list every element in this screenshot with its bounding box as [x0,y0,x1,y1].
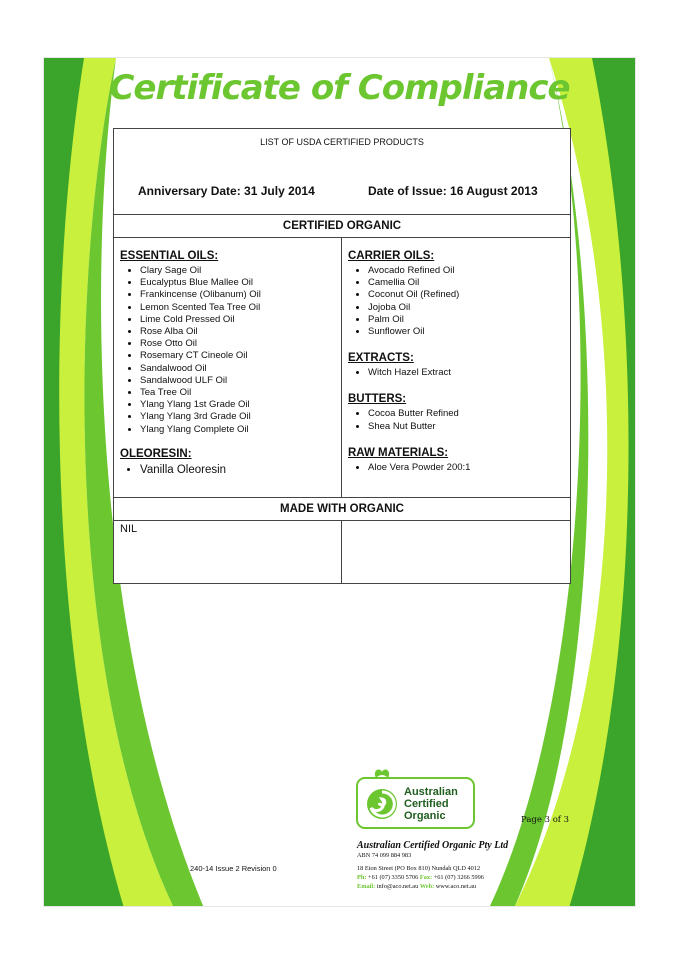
email-value: info@aco.net.au [376,883,419,890]
list-item: • Camellia Oil [368,277,564,289]
phone-value: +61 (07) 3350 5706 [368,874,419,881]
list-item: • Sandalwood ULF Oil [140,375,335,387]
certificate-page [43,57,636,907]
certified-organic-row [114,238,570,497]
company-phone-line [357,873,508,882]
list-item: • Sandalwood Oil [140,363,335,375]
document-reference: 240-14 Issue 2 Revision 0 [190,864,277,873]
list-item: • Ylang Ylang 3rd Grade Oil [140,411,335,423]
anniversary-date: Anniversary Date: 31 July 2014 [138,184,315,198]
list-title: LIST OF USDA CERTIFIED PRODUCTS [260,137,424,147]
phone-label: Ph: [357,874,367,881]
company-abn: ABN 74 099 884 983 [357,852,412,859]
list-item: • Tea Tree Oil [140,387,335,399]
made-with-organic-row [114,521,570,583]
category-heading: ESSENTIAL OILS: [120,250,219,262]
category-heading: BUTTERS: [348,393,407,406]
list-item: • Rosemary CT Cineole Oil [140,350,335,362]
list-item: • Coconut Oil (Refined) [368,289,564,301]
aco-logo [354,768,479,832]
essential-oils-list [120,265,335,436]
list-item: • Lime Cold Pressed Oil [140,314,335,326]
raw-materials-list [348,462,564,474]
extracts-list [348,367,564,379]
web-label: Web: [419,883,435,890]
list-item: • Ylang Ylang Complete Oil [140,424,335,436]
products-table [113,128,571,584]
list-item: • Eucalyptus Blue Mallee Oil [140,277,335,289]
list-item: • Vanilla Oleoresin [140,463,335,477]
list-item: • Clary Sage Oil [140,265,335,277]
company-name: Australian Certified Organic Pty Ltd [357,840,509,851]
category-heading: EXTRACTS: [348,352,414,365]
made-with-organic-heading: MADE WITH ORGANIC [114,497,570,521]
email-label: Email: [357,883,376,890]
fax-value: +61 (07) 3266 5996 [433,874,484,881]
fax-label: Fax: [419,874,433,881]
logo-text-line: Certified [404,798,449,810]
issue-date: Date of Issue: 16 August 2013 [368,184,538,198]
right-column [342,238,570,497]
list-item: • Aloe Vera Powder 200:1 [368,462,564,474]
list-item: • Ylang Ylang 1st Grade Oil [140,399,335,411]
web-value: www.aco.net.au [435,883,477,890]
category-heading: RAW MATERIALS: [348,446,449,459]
carrier-oils-list [348,265,564,338]
list-item: • Rose Alba Oil [140,326,335,338]
company-contact-line [357,882,508,891]
list-item: • Palm Oil [368,314,564,326]
made-with-organic-right [342,521,570,583]
category-heading: CARRIER OILS: [348,250,435,262]
category-heading: OLEORESIN: [120,447,192,460]
list-item: • Witch Hazel Extract [368,367,564,379]
list-item: • Lemon Scented Tea Tree Oil [140,302,335,314]
list-item: • Frankincense (Olibanum) Oil [140,289,335,301]
left-column [114,238,342,497]
oleoresin-list [120,463,335,477]
certificate-title: Certificate of Compliance [109,68,570,108]
list-item: • Rose Otto Oil [140,338,335,350]
company-address: 18 Eton Street (PO Box 810) Nundah QLD 4012 [357,865,481,872]
page-number: Page 3 of 3 [521,815,570,825]
list-item: • Jojoba Oil [368,302,564,314]
table-header [114,129,570,215]
company-block [357,840,508,891]
butters-list [348,408,564,432]
made-with-organic-left: NIL [114,521,342,583]
list-item: • Sunflower Oil [368,326,564,338]
logo-text-line: Australian [404,786,458,798]
list-item: • Shea Nut Butter [368,421,564,433]
list-item: • Avocado Refined Oil [368,265,564,277]
list-item: • Cocoa Butter Refined [368,408,564,420]
certified-organic-heading: CERTIFIED ORGANIC [114,215,570,238]
logo-text-line: Organic [404,810,446,822]
